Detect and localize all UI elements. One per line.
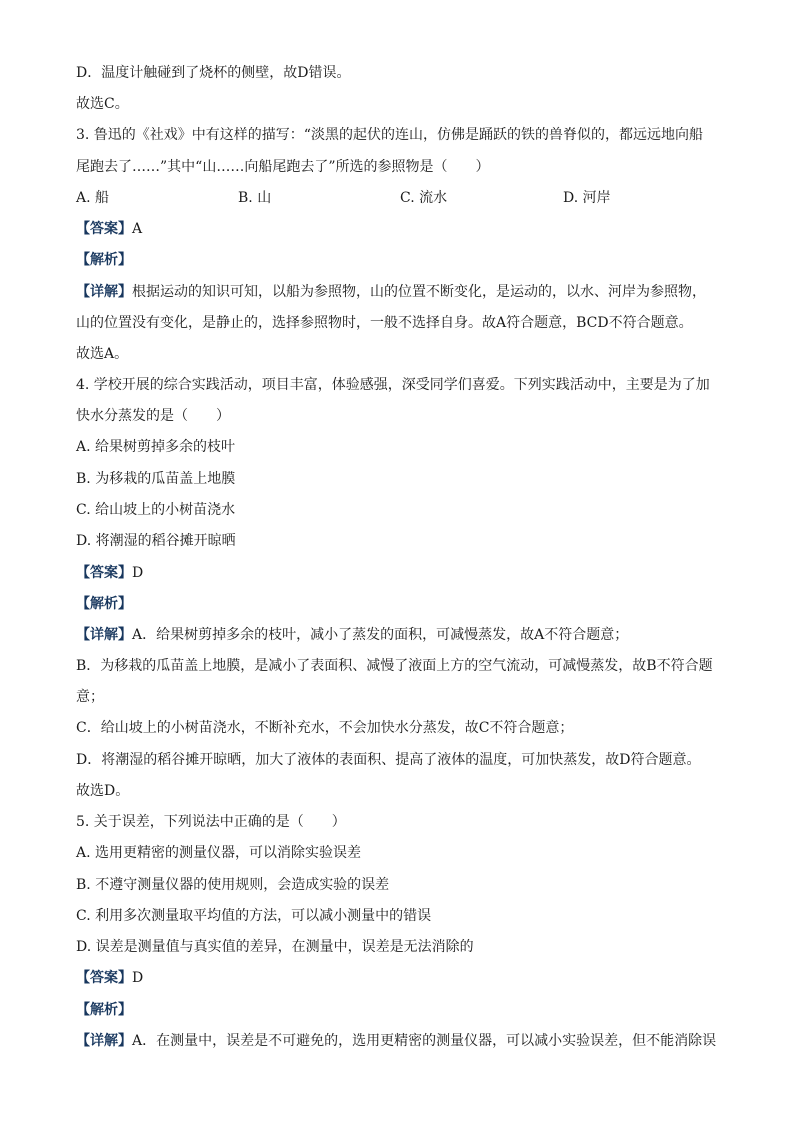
detail-text: 根据运动的知识可知，以船为参照物，山的位置不断变化，是运动的，以水、河岸为参照物， — [132, 284, 706, 300]
q3-option-c: C. 流水 — [400, 190, 448, 206]
text-line: 山的位置没有变化，是静止的，选择参照物时，一般不选择自身。故A符合题意，BCD不符合题意。 — [76, 315, 693, 331]
detail-line — [76, 1032, 726, 1050]
q5-option-d: D. 误差是测量值与真实值的差异，在测量中，误差是无法消除的 — [76, 939, 474, 955]
answer-value: D — [132, 565, 144, 581]
answer-line — [76, 969, 726, 987]
q5-option-a: A. 选用更精密的测量仪器，可以消除实验误差 — [76, 845, 362, 861]
q4-option-d: D. 将潮湿的稻谷摊开晾晒 — [76, 533, 236, 549]
answer-tag: 【答案】 — [76, 970, 132, 986]
question-5-stem: 5. 关于误差，下列说法中正确的是（ ） — [76, 814, 346, 830]
answer-tag: 【答案】 — [76, 221, 132, 237]
q3-option-a: A. 船 — [76, 190, 110, 206]
answer-line — [76, 564, 726, 582]
q3-option-d: D. 河岸 — [563, 190, 611, 206]
analysis-tag: 【解析】 — [76, 1002, 132, 1018]
analysis-tag: 【解析】 — [76, 252, 132, 268]
q5-option-b: B. 不遵守测量仪器的使用规则，会造成实验的误差 — [76, 877, 390, 893]
text-line: C．给山坡上的小树苗浇水，不断补充水，不会加快水分蒸发，故C不符合题意； — [76, 720, 574, 736]
question-3-stem-cont: 尾跑去了……”其中“山……向船尾跑去了”所选的参照物是（ ） — [76, 159, 490, 175]
detail-tag: 【详解】 — [76, 1033, 132, 1049]
answer-tag: 【答案】 — [76, 565, 132, 581]
q5-option-c: C. 利用多次测量取平均值的方法，可以减小测量中的错误 — [76, 908, 432, 924]
analysis-line — [76, 1001, 726, 1019]
answer-value: D — [132, 970, 144, 986]
text-line: 故选D。 — [76, 783, 130, 799]
text-line: 故选C。 — [76, 96, 129, 112]
q4-option-c: C. 给山坡上的小树苗浇水 — [76, 502, 236, 518]
answer-value: A — [132, 221, 143, 237]
answer-line — [76, 220, 726, 238]
text-line: 意； — [76, 689, 104, 705]
text-line: 故选A。 — [76, 346, 129, 362]
q4-option-a: A. 给果树剪掉多余的枝叶 — [76, 439, 236, 455]
analysis-tag: 【解析】 — [76, 596, 132, 612]
text-line: B．为移栽的瓜苗盖上地膜，是减小了表面积、减慢了液面上方的空气流动，可减慢蒸发，故B不符合题 — [76, 658, 713, 674]
analysis-line — [76, 251, 726, 269]
question-3-stem: 3. 鲁迅的《社戏》中有这样的描写：“淡黑的起伏的连山，仿佛是踊跃的铁的兽脊似的，都远远地向船 — [76, 127, 703, 143]
detail-text: A．在测量中，误差是不可避免的，选用更精密的测量仪器，可以减小实验误差，但不能消除误 — [132, 1033, 717, 1049]
q3-option-b: B. 山 — [238, 190, 272, 206]
question-4-stem: 4. 学校开展的综合实践活动，项目丰富，体验感强，深受同学们喜爱。下列实践活动中，主要是为了加 — [76, 377, 710, 393]
detail-line — [76, 283, 726, 301]
text-line: D．温度计触碰到了烧杯的侧壁，故D错误。 — [76, 65, 351, 81]
question-4-stem-cont: 快水分蒸发的是（ ） — [76, 408, 230, 424]
detail-line — [76, 626, 726, 644]
detail-text: A．给果树剪掉多余的枝叶，减小了蒸发的面积，可减慢蒸发，故A不符合题意； — [132, 627, 629, 643]
text-line: D．将潮湿的稻谷摊开晾晒，加大了液体的表面积、提高了液体的温度，可加快蒸发，故D符合题意。 — [76, 752, 701, 768]
q4-option-b: B. 为移栽的瓜苗盖上地膜 — [76, 471, 236, 487]
detail-tag: 【详解】 — [76, 627, 132, 643]
analysis-line — [76, 595, 726, 613]
detail-tag: 【详解】 — [76, 284, 132, 300]
